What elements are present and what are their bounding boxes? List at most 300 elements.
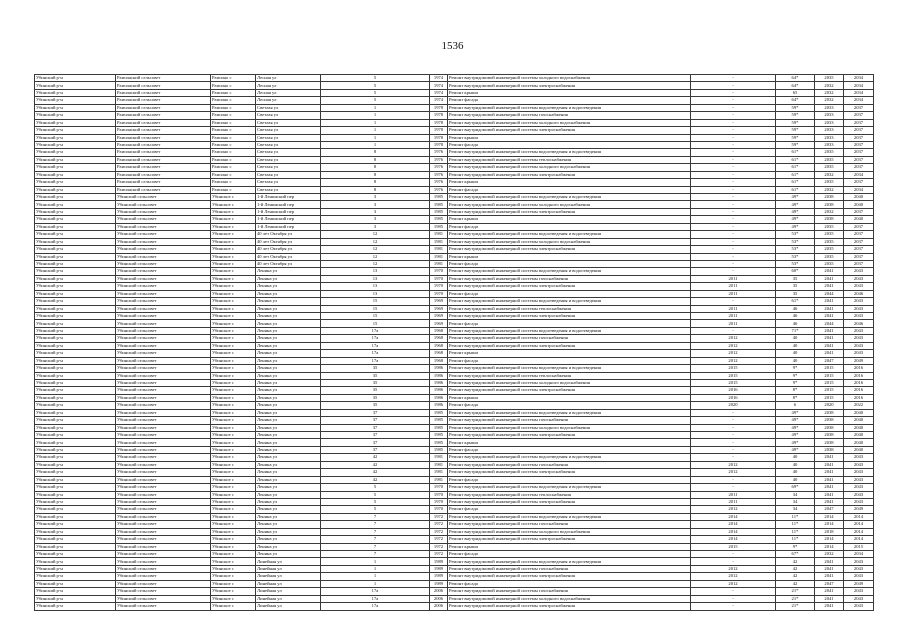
build-year-cell: 1972 [430,521,448,528]
period-end-cell: 2037 [844,238,874,245]
wear-value-cell: 11* [776,513,815,520]
period-start-cell: 2015 [815,387,844,394]
build-year-cell: 2006 [430,595,448,602]
period-end-cell: 2049 [844,506,874,513]
municipality-cell: Убинский р-н [35,498,116,505]
wear-value-cell: 59* [776,141,815,148]
municipality-cell: Убинский р-н [35,417,116,424]
work-type-cell: Ремонт крыши [448,350,691,357]
build-year-cell: 1974 [430,97,448,104]
build-year-cell: 1969 [430,305,448,312]
period-start-cell: 2041 [815,558,844,565]
locality-cell: Убинское с [211,313,256,320]
period-end-cell: 2014 [844,513,874,520]
house-number-cell: 1 [321,558,430,565]
build-year-cell: 1976 [430,186,448,193]
build-year-cell: 1989 [430,580,448,587]
last-repair-year-cell: - [691,603,776,610]
house-number-cell: 5 [321,75,430,82]
house-number-cell: 7 [321,536,430,543]
table-row [35,223,874,230]
work-type-cell: Ремонт крыши [448,439,691,446]
work-type-cell: Ремонт фасада [448,580,691,587]
period-start-cell: 2035 [815,223,844,230]
period-end-cell: 2043 [844,268,874,275]
last-repair-year-cell: - [691,454,776,461]
wear-value-cell: 61* [776,298,815,305]
settlement-cell: Убинский сельсовет [116,424,211,431]
build-year-cell: 1978 [430,127,448,134]
build-year-cell: 1978 [430,141,448,148]
last-repair-year-cell: - [691,268,776,275]
settlement-cell: Убинский сельсовет [116,402,211,409]
house-number-cell: 3 [321,201,430,208]
work-type-cell: Ремонт внутридомовой инженерной системы теплоснабжения [448,491,691,498]
table-row [35,194,874,201]
locality-cell: Убинское с [211,275,256,282]
table-row [35,141,874,148]
municipality-cell: Убинский р-н [35,119,116,126]
period-end-cell: 2037 [844,253,874,260]
wear-value-cell: 61* [776,171,815,178]
last-repair-year-cell: - [691,424,776,431]
settlement-cell: Убинский сельсовет [116,595,211,602]
settlement-cell: Убинский сельсовет [116,208,211,215]
locality-cell: Убинское с [211,484,256,491]
work-type-cell: Ремонт внутридомовой инженерной системы теплоснабжения [448,305,691,312]
municipality-cell: Убинский р-н [35,565,116,572]
period-end-cell: 2043 [844,491,874,498]
wear-value-cell: 69* [776,484,815,491]
period-start-cell: 2038 [815,409,844,416]
period-end-cell: 2043 [844,476,874,483]
period-end-cell: 2043 [844,327,874,334]
build-year-cell: 1981 [430,260,448,267]
last-repair-year-cell: 2011 [691,283,776,290]
table-row [35,298,874,305]
locality-cell: Убинское с [211,580,256,587]
period-start-cell: 2035 [815,179,844,186]
table-row [35,439,874,446]
period-end-cell: 2043 [844,588,874,595]
table-row [35,357,874,364]
locality-cell: Убинское с [211,231,256,238]
house-number-cell: 5 [321,97,430,104]
work-type-cell: Ремонт внутридомовой инженерной системы электроснабжения [448,283,691,290]
municipality-cell: Убинский р-н [35,469,116,476]
wear-value-cell: 49* [776,439,815,446]
last-repair-year-cell: 2014 [691,528,776,535]
settlement-cell: Убинский сельсовет [116,327,211,334]
last-repair-year-cell: 2012 [691,461,776,468]
street-cell: Ленина ул [256,342,321,349]
work-type-cell: Ремонт внутридомовой инженерной системы газоснабжения [448,275,691,282]
work-type-cell: Ремонт внутридомовой инженерной системы водоотведения и водоотведения [448,231,691,238]
house-number-cell: 15 [321,320,430,327]
house-number-cell: 1 [321,127,430,134]
build-year-cell: 1970 [430,275,448,282]
locality-cell: Убинское с [211,238,256,245]
period-start-cell: 2033 [815,104,844,111]
period-end-cell: 2016 [844,372,874,379]
locality-cell: Раисино с [211,104,256,111]
municipality-cell: Убинский р-н [35,476,116,483]
house-number-cell: 8 [321,164,430,171]
locality-cell: Убинское с [211,216,256,223]
work-type-cell: Ремонт внутридомовой инженерной системы электроснабжения [448,246,691,253]
street-cell: Ленина ул [256,521,321,528]
period-end-cell: 2037 [844,149,874,156]
settlement-cell: Убинский сельсовет [116,432,211,439]
period-end-cell: 2037 [844,127,874,134]
locality-cell: Убинское с [211,298,256,305]
work-type-cell: Ремонт внутридомовой инженерной системы водоотведения и водоотведения [448,513,691,520]
wear-value-cell: 49* [776,208,815,215]
house-number-cell: 8 [321,179,430,186]
municipality-cell: Убинский р-н [35,327,116,334]
period-end-cell: 2043 [844,298,874,305]
locality-cell: Убинское с [211,424,256,431]
locality-cell: Убинское с [211,327,256,334]
street-cell: Ленина ул [256,335,321,342]
locality-cell: Убинское с [211,253,256,260]
street-cell: 1-й Ленинский пер [256,223,321,230]
street-cell: 40 лет Октября ул [256,253,321,260]
locality-cell: Убинское с [211,595,256,602]
work-type-cell: Ремонт фасада [448,551,691,558]
locality-cell: Убинское с [211,417,256,424]
period-start-cell: 2035 [815,149,844,156]
street-cell: Светлая ул [256,186,321,193]
last-repair-year-cell: - [691,246,776,253]
work-type-cell: Ремонт крыши [448,134,691,141]
wear-value-cell: 8* [776,387,815,394]
build-year-cell: 1969 [430,298,448,305]
municipality-cell: Убинский р-н [35,379,116,386]
last-repair-year-cell: - [691,260,776,267]
house-number-cell: 42 [321,469,430,476]
house-number-cell: 5 [321,498,430,505]
settlement-cell: Раисинский сельсовет [116,112,211,119]
street-cell: Линейная ул [256,588,321,595]
municipality-cell: Убинский р-н [35,171,116,178]
period-start-cell: 2032 [815,208,844,215]
settlement-cell: Раисинский сельсовет [116,179,211,186]
municipality-cell: Убинский р-н [35,603,116,610]
last-repair-year-cell: - [691,97,776,104]
settlement-cell: Убинский сельсовет [116,268,211,275]
last-repair-year-cell: 2015 [691,365,776,372]
house-number-cell: 35 [321,365,430,372]
house-number-cell: 8 [321,156,430,163]
locality-cell: Убинское с [211,536,256,543]
street-cell: Ленина ул [256,491,321,498]
last-repair-year-cell: 2016 [691,387,776,394]
table-row [35,104,874,111]
build-year-cell: 1985 [430,432,448,439]
table-row [35,379,874,386]
street-cell: Ленина ул [256,506,321,513]
period-start-cell: 2014 [815,536,844,543]
build-year-cell: 1976 [430,171,448,178]
period-start-cell: 2041 [815,313,844,320]
locality-cell: Убинское с [211,260,256,267]
house-number-cell: 12 [321,253,430,260]
build-year-cell: 1985 [430,424,448,431]
locality-cell: Убинское с [211,350,256,357]
build-year-cell: 1986 [430,394,448,401]
locality-cell: Убинское с [211,305,256,312]
locality-cell: Убинское с [211,588,256,595]
build-year-cell: 1972 [430,536,448,543]
settlement-cell: Убинский сельсовет [116,588,211,595]
work-type-cell: Ремонт внутридомовой инженерной системы холодного водоснабжения [448,424,691,431]
work-type-cell: Ремонт фасада [448,290,691,297]
wear-value-cell: 61* [776,186,815,193]
work-type-cell: Ремонт внутридомовой инженерной системы водоотведения и водоотведения [448,104,691,111]
table-row [35,580,874,587]
table-row [35,75,874,82]
last-repair-year-cell: 2014 [691,536,776,543]
municipality-cell: Убинский р-н [35,528,116,535]
street-cell: 40 лет Октября ул [256,246,321,253]
work-type-cell: Ремонт внутридомовой инженерной системы водоотведения и водоотведения [448,268,691,275]
build-year-cell: 1981 [430,238,448,245]
wear-value-cell: 49* [776,223,815,230]
settlement-cell: Раисинский сельсовет [116,149,211,156]
street-cell: Светлая ул [256,127,321,134]
locality-cell: Убинское с [211,573,256,580]
municipality-cell: Убинский р-н [35,491,116,498]
street-cell: Светлая ул [256,104,321,111]
work-type-cell: Ремонт фасада [448,402,691,409]
period-start-cell: 2038 [815,446,844,453]
build-year-cell: 1974 [430,75,448,82]
work-type-cell: Ремонт внутридомовой инженерной системы электроснабжения [448,498,691,505]
wear-value-cell: 61* [776,179,815,186]
build-year-cell: 1972 [430,551,448,558]
municipality-cell: Убинский р-н [35,82,116,89]
settlement-cell: Раисинский сельсовет [116,186,211,193]
street-cell: Ленина ул [256,432,321,439]
locality-cell: Раисино с [211,186,256,193]
last-repair-year-cell: 2011 [691,313,776,320]
locality-cell: Убинское с [211,446,256,453]
settlement-cell: Убинский сельсовет [116,603,211,610]
settlement-cell: Убинский сельсовет [116,558,211,565]
table-row [35,588,874,595]
locality-cell: Убинское с [211,268,256,275]
locality-cell: Раисино с [211,149,256,156]
period-start-cell: 2035 [815,231,844,238]
table-row [35,208,874,215]
period-start-cell: 2041 [815,476,844,483]
settlement-cell: Убинский сельсовет [116,387,211,394]
settlement-cell: Раисинский сельсовет [116,119,211,126]
street-cell: Ленина ул [256,313,321,320]
last-repair-year-cell: - [691,216,776,223]
period-start-cell: 2035 [815,75,844,82]
period-start-cell: 2020 [815,402,844,409]
house-number-cell: 12 [321,260,430,267]
wear-value-cell: 71* [776,327,815,334]
house-number-cell: 12 [321,238,430,245]
locality-cell: Раисино с [211,179,256,186]
locality-cell: Раисино с [211,97,256,104]
house-number-cell: 7 [321,551,430,558]
work-type-cell: Ремонт внутридомовой инженерной системы теплоснабжения [448,156,691,163]
work-type-cell: Ремонт внутридомовой инженерной системы газоснабжения [448,588,691,595]
build-year-cell: 1968 [430,350,448,357]
build-year-cell: 1985 [430,201,448,208]
settlement-cell: Убинский сельсовет [116,350,211,357]
street-cell: Ленина ул [256,454,321,461]
wear-value-cell: 40 [776,454,815,461]
wear-value-cell: 49* [776,446,815,453]
work-type-cell: Ремонт внутридомовой инженерной системы газоснабжения [448,565,691,572]
settlement-cell: Убинский сельсовет [116,484,211,491]
last-repair-year-cell: - [691,104,776,111]
last-repair-year-cell: 2012 [691,342,776,349]
period-start-cell: 2044 [815,290,844,297]
period-end-cell: 2040 [844,439,874,446]
work-type-cell: Ремонт внутридомовой инженерной системы водоотведения и водоотведения [448,409,691,416]
street-cell: Лесная ул [256,82,321,89]
municipality-cell: Убинский р-н [35,238,116,245]
settlement-cell: Убинский сельсовет [116,454,211,461]
wear-value-cell: 40 [776,350,815,357]
locality-cell: Убинское с [211,283,256,290]
build-year-cell: 1986 [430,372,448,379]
municipality-cell: Убинский р-н [35,112,116,119]
locality-cell: Убинское с [211,454,256,461]
build-year-cell: 1985 [430,409,448,416]
table-row [35,253,874,260]
settlement-cell: Убинский сельсовет [116,305,211,312]
municipality-cell: Убинский р-н [35,446,116,453]
municipality-cell: Убинский р-н [35,89,116,96]
build-year-cell: 1978 [430,134,448,141]
settlement-cell: Убинский сельсовет [116,461,211,468]
table-row [35,320,874,327]
house-number-cell: 42 [321,476,430,483]
municipality-cell: Убинский р-н [35,253,116,260]
period-end-cell: 2037 [844,119,874,126]
last-repair-year-cell: - [691,432,776,439]
work-type-cell: Ремонт крыши [448,394,691,401]
house-number-cell: 8 [321,171,430,178]
last-repair-year-cell: - [691,231,776,238]
last-repair-year-cell: 2012 [691,350,776,357]
wear-value-cell: 59* [776,112,815,119]
last-repair-year-cell: 2011 [691,275,776,282]
street-cell: Ленина ул [256,379,321,386]
house-number-cell: 1 [321,134,430,141]
house-number-cell: 13 [321,283,430,290]
period-start-cell: 2033 [815,141,844,148]
wear-value-cell: 64* [776,97,815,104]
wear-value-cell: 21* [776,595,815,602]
period-start-cell: 2041 [815,350,844,357]
street-cell: Светлая ул [256,149,321,156]
table-row [35,573,874,580]
period-start-cell: 2032 [815,97,844,104]
build-year-cell: 1968 [430,327,448,334]
build-year-cell: 1985 [430,446,448,453]
build-year-cell: 1970 [430,268,448,275]
build-year-cell: 1985 [430,208,448,215]
locality-cell: Убинское с [211,528,256,535]
street-cell: Ленина ул [256,365,321,372]
build-year-cell: 2006 [430,603,448,610]
period-end-cell: 2040 [844,417,874,424]
last-repair-year-cell: 2011 [691,491,776,498]
period-end-cell: 2043 [844,595,874,602]
wear-value-cell: 11* [776,536,815,543]
build-year-cell: 1986 [430,379,448,386]
work-type-cell: Ремонт внутридомовой инженерной системы электроснабжения [448,127,691,134]
last-repair-year-cell: 2012 [691,357,776,364]
municipality-cell: Убинский р-н [35,149,116,156]
period-end-cell: 2037 [844,156,874,163]
house-number-cell: 17а [321,595,430,602]
last-repair-year-cell: - [691,551,776,558]
build-year-cell: 1981 [430,469,448,476]
build-year-cell: 1968 [430,357,448,364]
locality-cell: Раисино с [211,171,256,178]
period-end-cell: 2037 [844,246,874,253]
house-number-cell: 42 [321,454,430,461]
work-type-cell: Ремонт внутридомовой инженерной системы электроснабжения [448,432,691,439]
locality-cell: Убинское с [211,372,256,379]
period-start-cell: 2015 [815,365,844,372]
period-end-cell: 2043 [844,461,874,468]
street-cell: Ленина ул [256,283,321,290]
table-row [35,536,874,543]
work-type-cell: Ремонт внутридомовой инженерной системы газоснабжения [448,335,691,342]
build-year-cell: 1968 [430,335,448,342]
wear-value-cell: 46 [776,313,815,320]
table-row [35,238,874,245]
table-row [35,551,874,558]
settlement-cell: Убинский сельсовет [116,513,211,520]
period-start-cell: 2041 [815,498,844,505]
house-number-cell: 15 [321,298,430,305]
locality-cell: Убинское с [211,461,256,468]
build-year-cell: 1970 [430,484,448,491]
settlement-cell: Раисинский сельсовет [116,104,211,111]
table-row [35,387,874,394]
settlement-cell: Убинский сельсовет [116,476,211,483]
period-start-cell: 2032 [815,171,844,178]
build-year-cell: 1974 [430,82,448,89]
street-cell: Светлая ул [256,171,321,178]
house-number-cell: 35 [321,372,430,379]
period-end-cell: 2043 [844,573,874,580]
last-repair-year-cell: 2014 [691,521,776,528]
last-repair-year-cell: - [691,417,776,424]
build-year-cell: 2006 [430,588,448,595]
period-start-cell: 2015 [815,379,844,386]
build-year-cell: 1970 [430,506,448,513]
locality-cell: Раисино с [211,127,256,134]
house-number-cell: 1 [321,104,430,111]
period-start-cell: 2015 [815,372,844,379]
house-number-cell: 17а [321,350,430,357]
work-type-cell: Ремонт внутридомовой инженерной системы электроснабжения [448,313,691,320]
build-year-cell: 1976 [430,179,448,186]
wear-value-cell: 49* [776,432,815,439]
